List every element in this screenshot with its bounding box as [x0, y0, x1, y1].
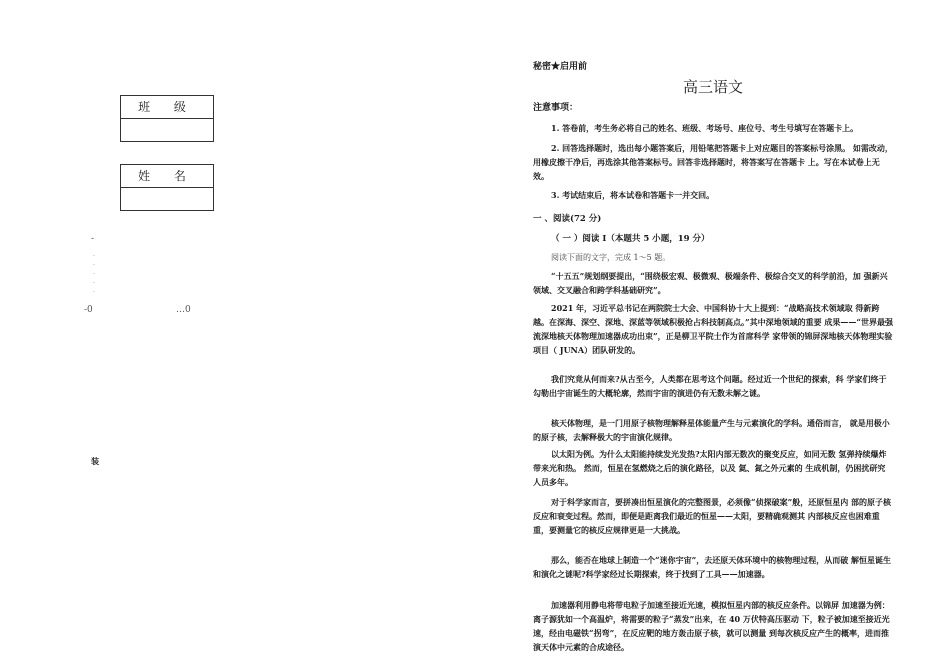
paragraph-7: 那么，能否在地球上制造一个“迷你宇宙”，去还原天体环境中的核物理过程，从而破 解恒星诞生和演化之谜呢?科学家经过长期探索，终于找到了工具——加速器。	[533, 555, 891, 579]
name-field	[121, 188, 213, 210]
paragraph-2: 2021 年，习近平总书记在两院院士大会、中国科协十大上提到：“战略高技术领域取 得新跨越。在深海、深空、深地、深蓝等领域积极抢占科技制高点。”其中深地领域的重要 成果——“世界最强流深地核天体物理加速器成功出束”，正是柳卫平院士作为首席科学 家带领的锦屏深地核天体物理实验项目（ JUNA）团队研发的。	[533, 303, 893, 355]
notice-2: 2. 回答选择题时，选出每小题答案后，用铅笔把答题卡上对应题目的答案标号涂黑。 如需改动，用橡皮擦干净后，再选涂其他答案标号。回答非选择题时，将答案写在答题卡 上。写在本试卷上无效。	[533, 143, 893, 181]
margin-side-char: 装	[91, 456, 99, 466]
notice-heading: 注意事项：	[533, 103, 579, 113]
paragraph-1: “十五五”规划纲要提出，“围绕极宏观、极微观、极端条件、极综合交叉的科学前沿，加 强新兴领域、交叉融合和跨学科基础研究”。	[533, 271, 888, 295]
name-box	[120, 164, 214, 211]
instruction: 阅读下面的文字，完成 1～5 题。	[551, 253, 671, 262]
margin-mark-a: -0	[84, 305, 93, 315]
class-label: 班 级	[121, 96, 213, 119]
secret-label: 秘密★启用前	[533, 62, 588, 72]
notice-1: 1. 答卷前，考生务必将自己的姓名、班级、考场号、座位号、考生号填写在答题卡上。	[551, 123, 859, 133]
paragraph-8: 加速器利用静电将带电粒子加速至接近光速，模拟恒星内部的核反应条件。以锦屏 加速器为例：离子源犹如一个高温炉，将需要的粒子“蒸发”出来，在 40 万伏特高压驱动 下，粒子被加速至接近光速，经由电磁铁“拐弯”，在反应靶的地方轰击原子核，就可以测量 到每次核反应产生的概率，进而推演天体中元素的合成途径。	[533, 600, 890, 652]
paragraph-5: 以太阳为例。为什么太阳能持续发光发热?太阳内部无数次的聚变反应，如同无数 氢弹持续爆炸带来光和热。 然而，恒星在氢燃烧之后的演化路径，以及 氦、氮之外元素的 生成机制，仍困扰研究人员多年。	[533, 449, 887, 487]
subsection-heading: （ 一 ）阅读 Ⅰ（本题共 5 小题，19 分）	[551, 234, 710, 244]
margin-dash: -	[91, 234, 95, 244]
paragraph-3: 我们究竟从何而来?从古至今，人类都在思考这个问题。经过近一个世纪的探索，科 学家们终于勾勒出宇宙诞生的大概轮廓，然而宇宙的演进仍有无数未解之谜。	[533, 374, 887, 398]
paragraph-4: 核天体物理，是一门用原子核物理解释星体能量产生与元素演化的学科。通俗而言， 就是用极小的原子核，去解释极大的宇宙演化规律。	[533, 418, 890, 442]
margin-mark-b: …0	[176, 305, 191, 315]
paragraph-6: 对于科学家而言，要拼凑出恒星演化的完整图景，必须像“侦探破案”般，还原恒星内 部的原子核反应和衰变过程。然而，即便是距离我们最近的恒星——太阳，要精确观测其 内部核反应也困难重重，要测量它的核反应规律更是一大挑战。	[533, 497, 891, 535]
class-box	[120, 95, 214, 142]
margin-dots: · · · · ·	[93, 253, 95, 296]
class-field	[121, 119, 213, 141]
notice-3: 3. 考试结束后，将本试卷和答题卡一并交回。	[551, 190, 715, 200]
page-title: 高三语文	[683, 78, 744, 96]
name-label: 姓 名	[121, 165, 213, 188]
section-heading: 一 、阅读(72 分)	[533, 214, 602, 224]
